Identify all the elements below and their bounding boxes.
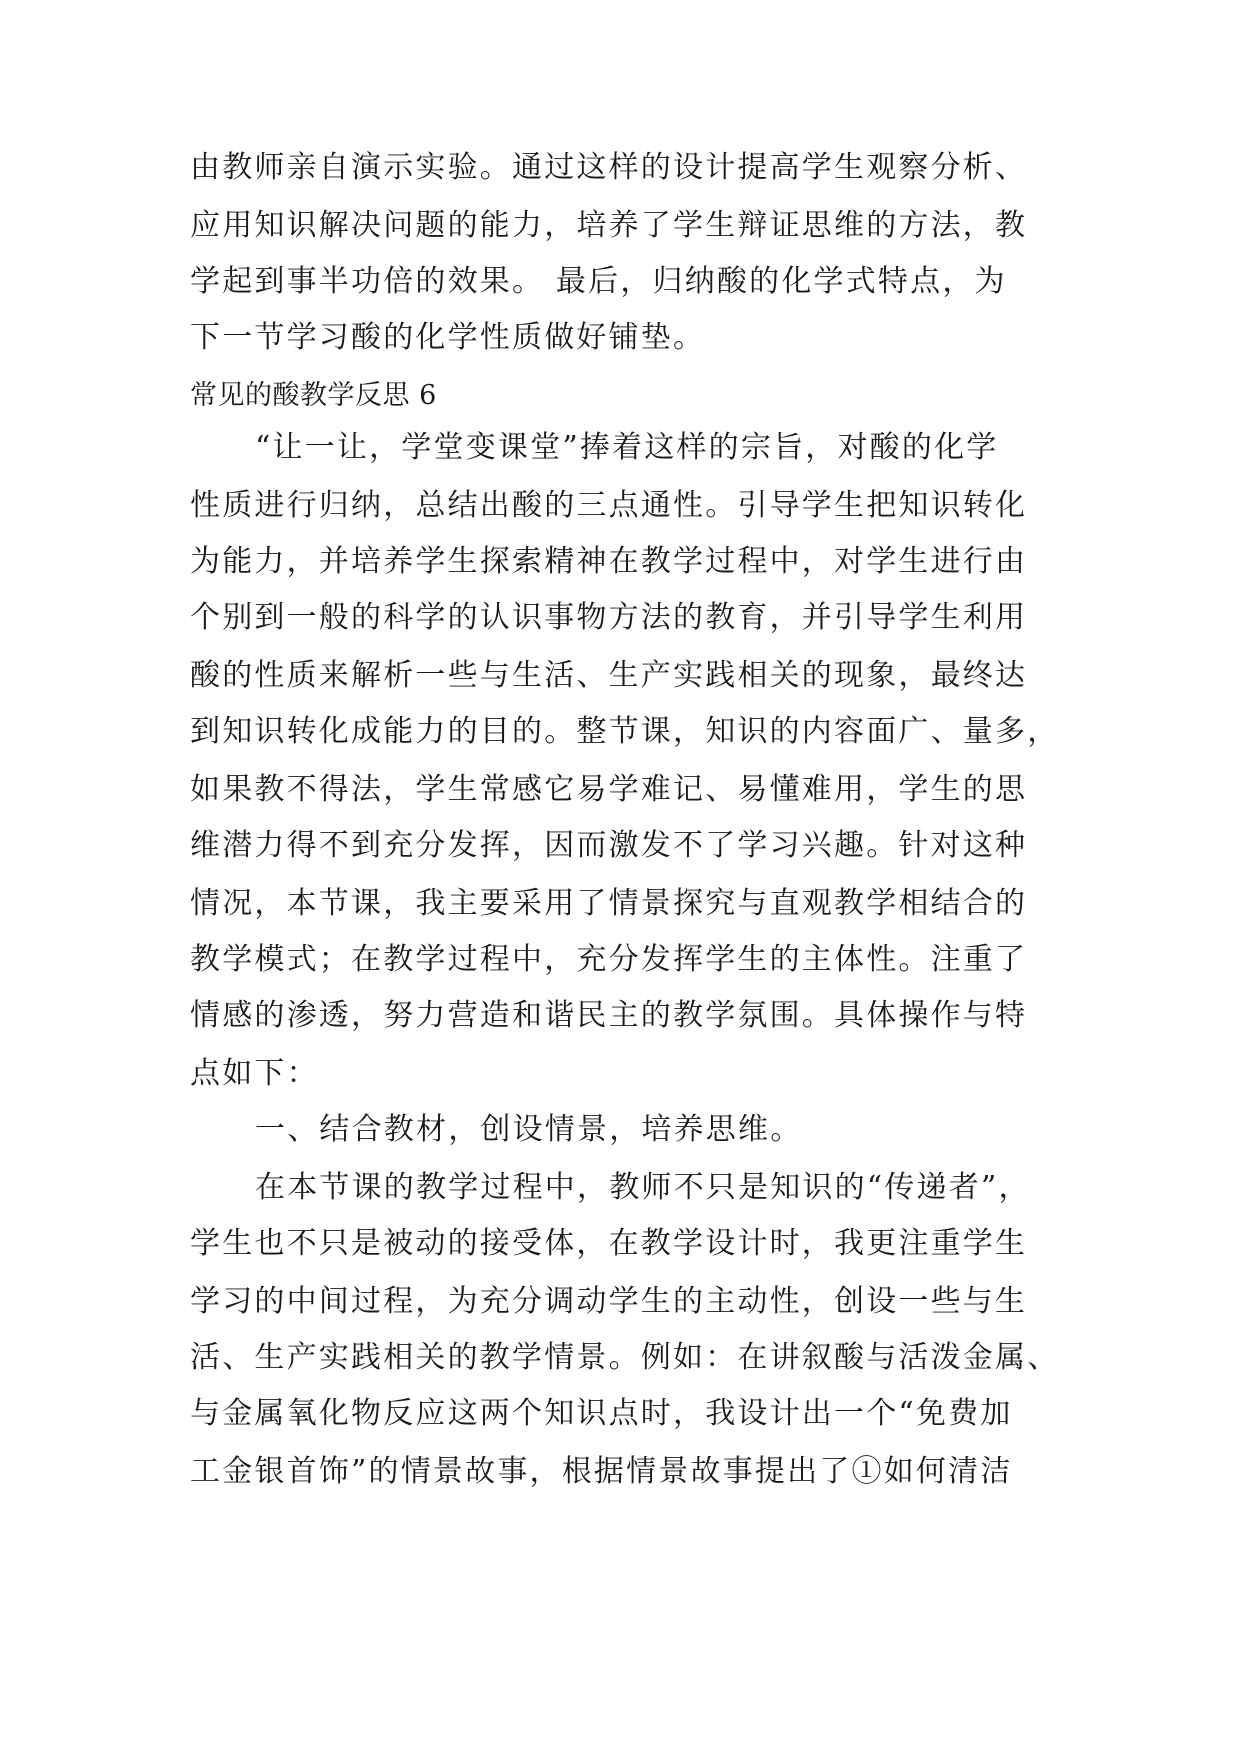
text-line: 学习的中间过程，为充分调动学生的主动性，创设一些与生 xyxy=(190,1284,1028,1319)
subheading: 一、结合教材，创设情景，培养思维。 xyxy=(255,1112,803,1147)
text-line: 到知识转化成能力的目的。整节课，知识的内容面广、量多， xyxy=(190,714,1060,749)
text-line: 教学模式；在教学过程中，充分发挥学生的主体性。注重了 xyxy=(190,942,1028,977)
text-line: 与金属氧化物反应这两个知识点时，我设计出一个“免费加 xyxy=(190,1396,1013,1431)
text-line: 情况，本节课，我主要采用了情景探究与直观教学相结合的 xyxy=(190,886,1028,921)
text-line: 情感的渗透，努力营造和谐民主的教学氛围。具体操作与特 xyxy=(190,998,1028,1033)
text-line: 维潜力得不到充分发挥，因而激发不了学习兴趣。针对这种 xyxy=(190,828,1028,863)
text-line: 由教师亲自演示实验。通过这样的设计提高学生观察分析、 xyxy=(190,150,1028,185)
text-line: 点如下： xyxy=(190,1056,319,1091)
text-line: 应用知识解决问题的能力，培养了学生辩证思维的方法，教 xyxy=(190,208,1028,243)
text-line: 学起到事半功倍的效果。 最后，归纳酸的化学式特点，为 xyxy=(190,264,1007,299)
text-line: 为能力，并培养学生探索精神在教学过程中，对学生进行由 xyxy=(190,544,1028,579)
text-line: 工金银首饰”的情景故事，根据情景故事提出了①如何清洁 xyxy=(190,1454,1013,1489)
text-line: 性质进行归纳，总结出酸的三点通性。引导学生把知识转化 xyxy=(190,488,1028,523)
text-line: 活、生产实践相关的教学情景。例如：在讲叙酸与活泼金属、 xyxy=(190,1340,1060,1375)
text-line: 学生也不只是被动的接受体，在教学设计时，我更注重学生 xyxy=(190,1226,1028,1261)
text-line: 个别到一般的科学的认识事物方法的教育，并引导学生利用 xyxy=(190,600,1028,635)
text-line: 如果教不得法，学生常感它易学难记、易懂难用，学生的思 xyxy=(190,772,1028,807)
section-heading: 常见的酸教学反思 6 xyxy=(190,380,437,411)
text-line: 下一节学习酸的化学性质做好铺垫。 xyxy=(190,320,706,355)
text-line: “让一让，学堂变课堂”捧着这样的宗旨，对酸的化学 xyxy=(255,430,999,465)
text-line: 酸的性质来解析一些与生活、生产实践相关的现象，最终达 xyxy=(190,658,1028,693)
text-line: 在本节课的教学过程中，教师不只是知识的“传递者”， xyxy=(255,1170,1031,1205)
